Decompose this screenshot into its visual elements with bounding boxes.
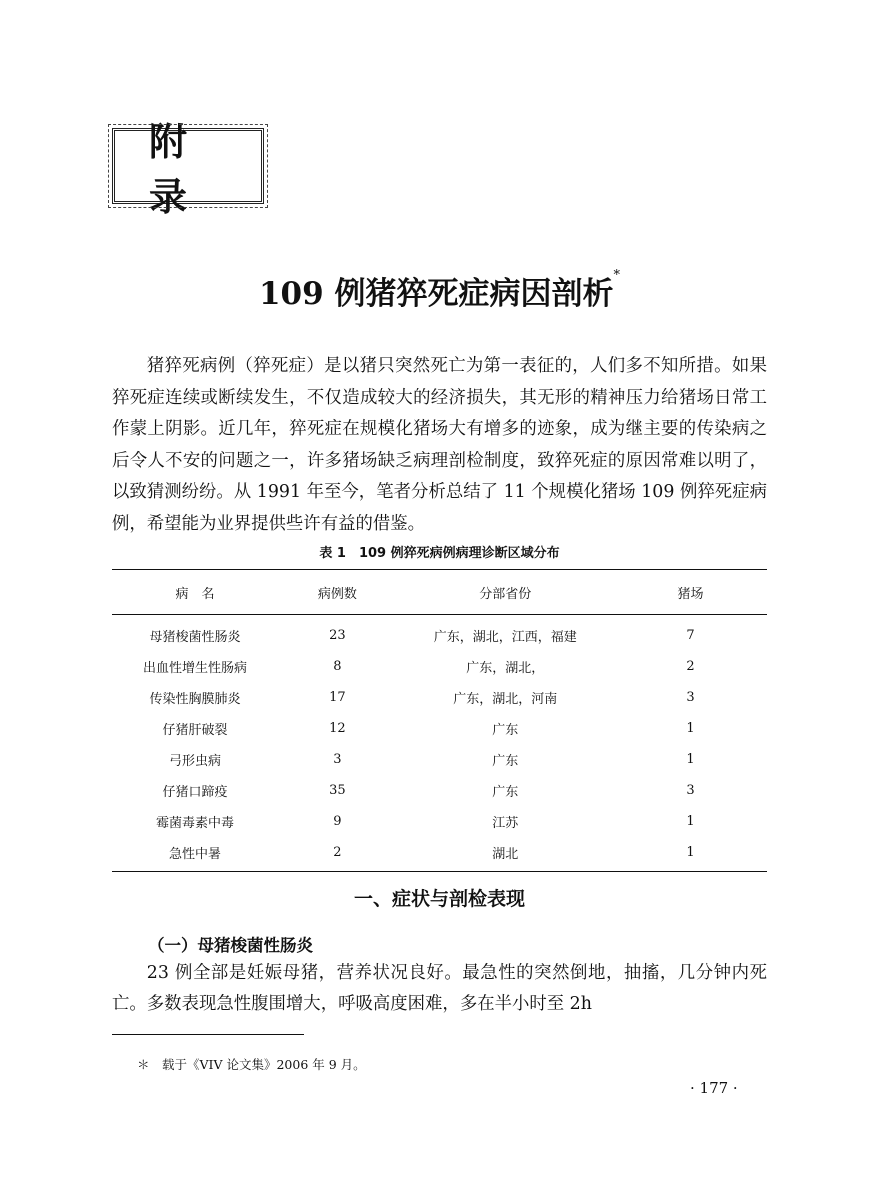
table-cell: 3 [686, 690, 695, 705]
table-cell: 23 [329, 628, 346, 643]
title-text: 109 例猪猝死症病因剖析 [258, 276, 614, 312]
table-caption: 表 1 109 例猝死病例病理诊断区域分布 [319, 546, 560, 561]
table-header-disease: 病 名 [112, 570, 278, 615]
table-header-cases: 病例数 [278, 570, 397, 615]
table-row [112, 651, 767, 682]
page-title [0, 268, 879, 313]
table-cell: 1 [686, 752, 695, 767]
table-row [112, 682, 767, 713]
table-cell: 3 [686, 783, 695, 798]
table-cell: 2 [278, 837, 397, 872]
table-cell: 仔猪口蹄疫 [162, 785, 228, 800]
table-cell: 17 [329, 690, 346, 705]
table-cell: 广东，湖北， [466, 661, 545, 676]
table-cell: 广东，湖北，河南 [453, 692, 558, 707]
section-heading: 一、症状与剖检表现 [353, 888, 525, 910]
title-footnote-marker: * [613, 268, 620, 283]
table-cell: 12 [329, 721, 346, 736]
table-cell: 出血性增生性肠病 [143, 661, 248, 676]
table-row [112, 806, 767, 837]
table-cell: 1 [614, 837, 767, 872]
body-text: 23 例全部是妊娠母猪，营养状况良好。最急性的突然倒地，抽搐，几分钟内死亡。多数表现急性腹围增大，呼吸高度困难，多在半小时至 2h [112, 963, 767, 1014]
footnote: ＊ 载于《VIV 论文集》2006 年 9 月。 [137, 1057, 366, 1072]
table-cell: 7 [686, 628, 695, 643]
table-cell: 1 [686, 814, 695, 829]
table-cell: 广东 [492, 754, 519, 769]
table-row [112, 775, 767, 806]
table-cell: 1 [686, 721, 695, 736]
diagnosis-table [112, 569, 767, 872]
table-row [112, 713, 767, 744]
table-cell: 3 [333, 752, 342, 767]
subsection-heading: （一）母猪梭菌性肠炎 [148, 936, 313, 955]
table-row [112, 615, 767, 652]
table-cell: 广东 [492, 723, 519, 738]
table-cell: 35 [329, 783, 346, 798]
appendix-label: 附 录 [112, 128, 264, 204]
table-cell: 湖北 [397, 837, 614, 872]
table-cell: 江苏 [492, 816, 519, 831]
table-cell: 2 [686, 659, 695, 674]
table-cell: 母猪梭菌性肠炎 [149, 630, 241, 645]
table-row [112, 837, 767, 872]
table-cell: 广东 [492, 785, 519, 800]
table-cell: 传染性胸膜肺炎 [149, 692, 241, 707]
table-header-farms: 猪场 [614, 570, 767, 615]
table-cell: 急性中暑 [112, 837, 278, 872]
table-cell: 霉菌毒素中毒 [156, 816, 235, 831]
table-cell: 广东，湖北，江西，福建 [433, 630, 577, 645]
table-cell: 仔猪肝破裂 [162, 723, 228, 738]
table-cell: 9 [333, 814, 342, 829]
table-cell: 8 [333, 659, 342, 674]
table-header-row [112, 570, 767, 615]
table-row [112, 744, 767, 775]
intro-text: 猪猝死病例（猝死症）是以猪只突然死亡为第一表征的，人们多不知所措。如果猝死症连续或断续发生，不仅造成较大的经济损失，其无形的精神压力给猪场日常工作蒙上阴影。近几年，猝死症在规模化猪场大有增多的迹象，成为继主要的传染病之后令人不安的问题之一，许多猪场缺乏病理剖检制度，致猝死症的原因常难以明了，以致猜测纷纷。从 1991 年至今，笔者分析总结了 11 个规模化猪场 109 例猝死症病例，希望能为业界提供些许有益的借鉴。 [112, 356, 767, 534]
page-number: · 177 · [690, 1079, 738, 1097]
table-cell: 弓形虫病 [169, 754, 222, 769]
body-paragraph [112, 958, 767, 1020]
footnote-divider [112, 1034, 304, 1035]
intro-paragraph [112, 351, 767, 541]
table-header-provinces: 分部省份 [397, 570, 614, 615]
